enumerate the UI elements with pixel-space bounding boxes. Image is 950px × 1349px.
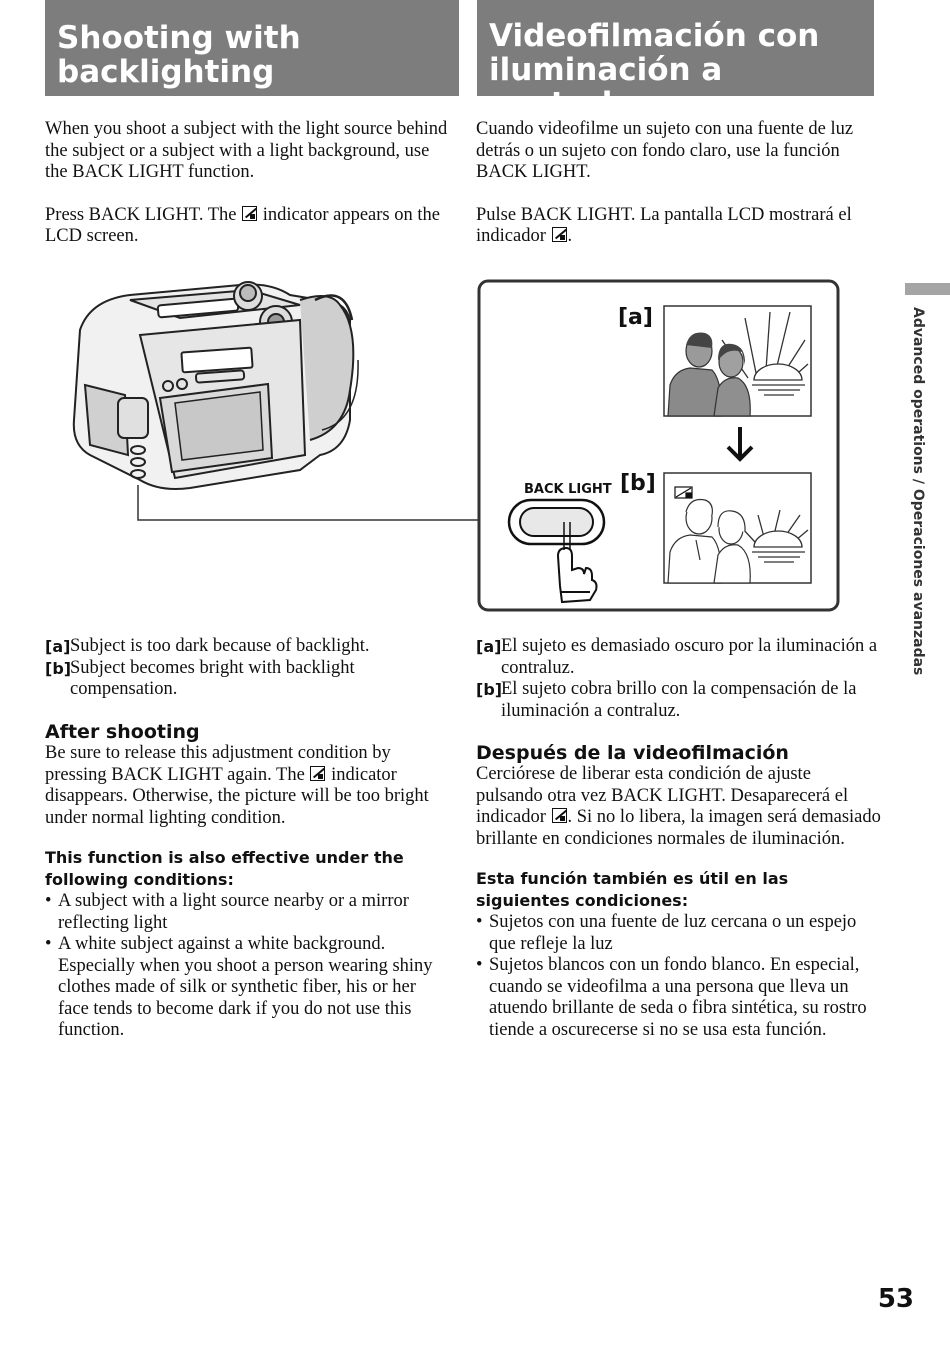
backlight-indicator-icon [552, 808, 567, 823]
after-text: . Si no lo libera, la imagen será demasiado brillante en condiciones normales de iluminación. [476, 807, 881, 849]
intro-en-text: indicator appears on the LCD screen. [45, 204, 440, 246]
conditions-heading-es: Esta función también es útil en las siguientes condiciones: [476, 869, 789, 910]
caption-label: [b] [45, 658, 72, 678]
after-shooting-en [45, 721, 450, 1042]
intro-es-paragraph-1: Cuando videofilme un sujeto con una fuente de luz detrás o un sujeto con fondo claro, use la función BACK LIGHT. [476, 119, 854, 182]
intro-en [45, 119, 450, 248]
intro-es-paragraph-2 [476, 205, 881, 248]
page-title-en: Shooting with backlighting [57, 20, 301, 90]
list-item: • Sujetos blancos con un fondo blanco. En especial, cuando se videofilma a una persona que lleva un atuendo brillante de seda o fibra sintética, su rostro tiende a oscurecerse si no se usa esta función. [476, 955, 881, 1041]
intro-en-paragraph-1: When you shoot a subject with the light source behind the subject or a subject with a light background, use the BACK LIGHT function. [45, 119, 448, 182]
caption-en-a [45, 636, 455, 658]
list-item: • Sujetos con una fuente de luz cercana o un espejo que refleje la luz [476, 912, 881, 955]
caption-en-b [45, 658, 455, 701]
intro-es [476, 119, 881, 248]
title-banner-es [477, 0, 874, 122]
after-shooting-text-es [476, 764, 881, 850]
page-title-es: Videofilmación con iluminación a contraluz [489, 18, 820, 122]
captions-es [476, 636, 881, 722]
caption-text: Subject is too dark because of backlight. [70, 636, 370, 656]
figure-label-a: [a] [618, 305, 653, 330]
conditions-heading-en: This function is also effective under the following conditions: [45, 848, 404, 889]
backlight-indicator-icon [242, 206, 257, 221]
side-tab-label: Advanced operations / Operaciones avanzadas [910, 307, 926, 676]
backlight-figure [0, 260, 900, 620]
captions-en [45, 636, 455, 701]
after-shooting-heading-en: After shooting [45, 721, 200, 743]
connector-line [138, 485, 478, 520]
after-text: Cerciórese de liberar esta condición de ajuste pulsando otra vez BACK LIGHT. Desaparecerá el indicador [476, 764, 849, 827]
after-text: indicator disappears. Otherwise, the picture will be too bright under normal lighting condition. [45, 764, 429, 828]
conditions-list-es [476, 912, 881, 1041]
caption-label: [a] [45, 637, 71, 656]
title-banner-en [45, 0, 459, 96]
caption-es-b [476, 679, 881, 722]
caption-text: El sujeto es demasiado oscuro por la iluminación a contraluz. [501, 636, 878, 678]
caption-text: El sujeto cobra brillo con la compensación de la iluminación a contraluz. [501, 679, 857, 721]
intro-es-text: . [567, 226, 573, 246]
caption-label: [b] [476, 680, 503, 699]
after-text: Be sure to release this adjustment condition by pressing BACK LIGHT again. The [45, 743, 391, 785]
list-item: • A subject with a light source nearby or a mirror reflecting light [45, 891, 450, 934]
after-shooting-heading-es: Después de la videofilmación [476, 742, 789, 764]
conditions-list-en [45, 891, 450, 1042]
after-shooting-es [476, 742, 881, 1041]
caption-label: [a] [476, 637, 502, 656]
intro-en-text: Press BACK LIGHT. The [45, 204, 237, 225]
backlight-button [520, 508, 593, 536]
backlight-indicator-icon [310, 766, 325, 781]
intro-en-paragraph-2 [45, 205, 450, 248]
backlight-button-label: BACK LIGHT [524, 482, 612, 497]
figure-label-b: [b] [620, 471, 656, 496]
side-tab-marker [905, 283, 950, 295]
list-item: • A white subject against a white background. Especially when you shoot a person wearing shiny clothes made of silk or synthetic fiber, his or her face tends to become dark if you do not use this function. [45, 934, 450, 1042]
camcorder-illustration [74, 282, 358, 489]
caption-es-a [476, 636, 881, 679]
caption-text: Subject becomes bright with backlight compensation. [70, 657, 355, 699]
backlight-indicator-icon [552, 227, 567, 242]
intro-es-text: Pulse BACK LIGHT. La pantalla LCD mostrará el indicador [476, 204, 852, 246]
page-number: 53 [877, 1284, 914, 1314]
after-shooting-text-en [45, 743, 450, 829]
